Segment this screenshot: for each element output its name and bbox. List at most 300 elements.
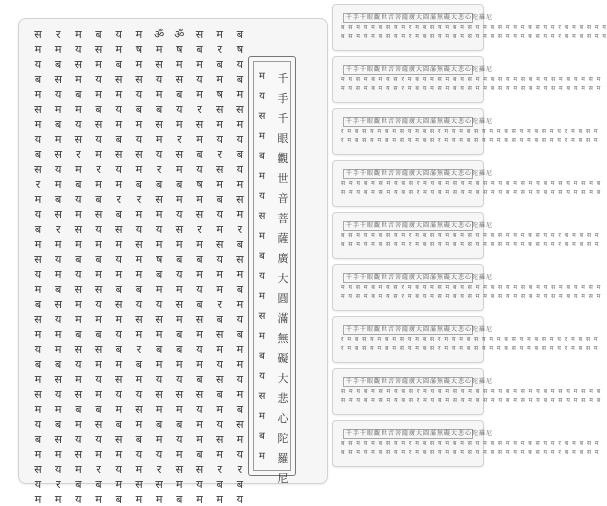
siddham-glyph: स	[135, 148, 143, 161]
siddham-glyph: र	[96, 163, 101, 176]
siddham-glyph: ब	[216, 193, 223, 206]
title-siddham-glyph: ब	[259, 351, 265, 362]
siddham-glyph: स	[175, 298, 184, 311]
siddham-glyph: म	[236, 298, 244, 311]
siddham-glyph: य	[95, 73, 102, 86]
title-siddham-glyph: स	[258, 391, 266, 402]
siddham-glyph: य	[34, 343, 42, 356]
siddham-glyph: म	[216, 343, 223, 356]
strip-header-text: 千手千眼觀世音菩薩廣大圓滿無礙大悲心陀羅尼	[346, 118, 494, 125]
siddham-glyph: ब	[75, 403, 82, 416]
mantra-strip	[332, 108, 599, 155]
siddham-glyph: य	[135, 388, 143, 401]
siddham-glyph: य	[135, 223, 143, 236]
siddham-glyph: म	[95, 178, 102, 191]
siddham-glyph: ब	[216, 388, 223, 401]
title-siddham-glyph: ब	[259, 251, 265, 262]
siddham-glyph: ब	[34, 148, 42, 161]
siddham-glyph: म	[176, 313, 183, 326]
siddham-glyph: म	[135, 163, 143, 176]
siddham-glyph: य	[155, 448, 163, 461]
siddham-glyph: म	[54, 448, 62, 461]
siddham-glyph: ॐ	[154, 28, 165, 41]
siddham-glyph: म	[155, 43, 163, 56]
strip-header-band	[343, 65, 494, 75]
sutra-title-vertical: 千手千眼觀世音菩薩廣大圓滿無礙大悲心陀羅尼	[277, 72, 289, 485]
title-siddham-glyph: य	[259, 371, 265, 382]
strip-text-line: ब स म य म ब स य म र म ब स य म ब म स य म ब स म य म ब स य म र ब म ब स म	[341, 241, 600, 248]
strip-text-line: म य स म ब म य स र म ब य म स म ब य स म म ब स य म स ब म य स म ब य म स म	[341, 293, 602, 300]
siddham-glyph: म	[176, 163, 183, 176]
siddham-glyph: म	[216, 28, 223, 41]
siddham-glyph: स	[155, 313, 163, 326]
siddham-glyph: म	[115, 238, 123, 251]
siddham-glyph: म	[216, 448, 223, 461]
siddham-glyph: य	[75, 358, 82, 371]
siddham-glyph: ब	[34, 223, 42, 236]
siddham-glyph: म	[115, 403, 123, 416]
siddham-glyph: ब	[95, 403, 102, 416]
siddham-glyph: य	[54, 88, 62, 101]
strip-text-line: स म य ब म स म य ब स र म य ब म स य म ब स म य ब म स म य ब म स य म स म ब	[341, 180, 602, 187]
title-siddham-glyph: म	[259, 451, 265, 462]
siddham-glyph: य	[95, 223, 102, 236]
siddham-glyph: स	[155, 118, 163, 131]
siddham-column	[130, 28, 148, 506]
siddham-glyph: म	[196, 268, 203, 281]
siddham-glyph: स	[215, 433, 224, 446]
siddham-glyph: ब	[115, 58, 122, 71]
siddham-column	[231, 28, 249, 506]
mantra-strip	[332, 316, 599, 363]
siddham-glyph: म	[216, 118, 223, 131]
siddham-glyph: म	[95, 313, 102, 326]
siddham-glyph: म	[75, 418, 82, 431]
siddham-glyph: य	[196, 403, 203, 416]
siddham-glyph: म	[216, 403, 223, 416]
siddham-glyph: ब	[236, 478, 244, 491]
siddham-glyph: स	[74, 223, 83, 236]
siddham-glyph: ब	[115, 418, 122, 431]
siddham-glyph: ब	[176, 88, 183, 101]
siddham-glyph: ब	[55, 193, 62, 206]
siddham-glyph: म	[115, 268, 123, 281]
siddham-glyph: र	[76, 148, 81, 161]
strip-text-lines	[341, 24, 607, 43]
title-cartouche	[248, 56, 296, 485]
title-siddham-glyph: म	[259, 131, 265, 142]
siddham-column	[150, 28, 168, 506]
siddham-glyph: ब	[135, 283, 143, 296]
siddham-glyph: य	[54, 388, 62, 401]
siddham-text-columns	[29, 28, 249, 506]
siddham-glyph: म	[216, 493, 223, 506]
siddham-glyph: स	[74, 388, 83, 401]
siddham-glyph: म	[196, 493, 203, 506]
siddham-glyph: स	[54, 208, 62, 221]
siddham-glyph: म	[236, 268, 244, 281]
siddham-glyph: य	[135, 448, 143, 461]
siddham-glyph: म	[135, 418, 143, 431]
siddham-glyph: म	[75, 103, 82, 116]
siddham-glyph: ब	[236, 328, 244, 341]
siddham-glyph: म	[135, 118, 143, 131]
siddham-glyph: स	[155, 388, 163, 401]
siddham-glyph: ष	[216, 88, 223, 101]
siddham-glyph: य	[115, 328, 122, 341]
siddham-glyph: य	[155, 148, 163, 161]
siddham-glyph: य	[75, 43, 82, 56]
siddham-glyph: य	[115, 163, 122, 176]
siddham-glyph: ब	[55, 118, 62, 131]
title-siddham-glyph: म	[259, 231, 265, 242]
strip-text-line: स म य ब म स म य ब स र म य ब म स य म ब स म य ब म स म य ब म स य म स म ब	[341, 397, 602, 404]
siddham-glyph: ब	[236, 73, 244, 86]
siddham-column	[191, 28, 209, 506]
siddham-glyph: ब	[176, 328, 183, 341]
strip-header-band	[343, 429, 494, 439]
siddham-glyph: म	[196, 358, 203, 371]
siddham-glyph: म	[95, 148, 102, 161]
siddham-glyph: र	[55, 223, 61, 236]
siddham-glyph: य	[176, 373, 183, 386]
siddham-glyph: स	[195, 28, 204, 41]
siddham-glyph: य	[155, 223, 163, 236]
siddham-glyph: म	[115, 478, 123, 491]
siddham-glyph: म	[34, 193, 42, 206]
siddham-column	[69, 28, 87, 506]
siddham-glyph: म	[196, 433, 203, 446]
siddham-glyph: स	[34, 103, 42, 116]
siddham-glyph: य	[236, 373, 244, 386]
siddham-glyph: य	[34, 133, 42, 146]
siddham-glyph: म	[236, 88, 244, 101]
siddham-glyph: म	[155, 328, 163, 341]
siddham-glyph: ब	[196, 373, 203, 386]
siddham-glyph: र	[237, 463, 243, 476]
siddham-glyph: म	[75, 238, 82, 251]
siddham-glyph: स	[115, 373, 123, 386]
siddham-glyph: स	[215, 238, 224, 251]
siddham-glyph: य	[115, 28, 122, 41]
siddham-glyph: ब	[115, 133, 122, 146]
siddham-glyph: य	[75, 433, 82, 446]
siddham-glyph: स	[74, 343, 83, 356]
siddham-glyph: म	[115, 448, 123, 461]
strip-text-line: र म ब स य म ब म स य म ब स र म य म ब स य म म ब स य म ब स म य र म ब स म	[341, 345, 599, 352]
siddham-glyph: य	[95, 133, 102, 146]
siddham-glyph: ब	[135, 103, 143, 116]
siddham-glyph: ब	[216, 58, 223, 71]
siddham-glyph: म	[176, 358, 183, 371]
siddham-glyph: ब	[115, 283, 122, 296]
title-siddham-glyph: य	[259, 271, 265, 282]
siddham-glyph: म	[34, 283, 42, 296]
mantra-strip	[332, 368, 602, 415]
siddham-glyph: ष	[176, 43, 183, 56]
siddham-glyph: य	[176, 268, 183, 281]
siddham-glyph: म	[135, 253, 143, 266]
strip-text-line: र म ब स य म ब म स य म ब स र म य म ब स य म म ब स य म ब स म य र म ब स म	[341, 137, 599, 144]
siddham-glyph: म	[155, 88, 163, 101]
siddham-glyph: य	[75, 193, 82, 206]
siddham-glyph: ब	[236, 283, 244, 296]
siddham-glyph: ब	[95, 193, 102, 206]
siddham-glyph: म	[34, 448, 42, 461]
siddham-glyph: ष	[196, 178, 203, 191]
siddham-glyph: य	[176, 208, 183, 221]
siddham-glyph: ब	[176, 343, 183, 356]
siddham-glyph: म	[34, 88, 42, 101]
siddham-glyph: स	[195, 118, 204, 131]
siddham-glyph: य	[216, 253, 223, 266]
siddham-glyph: य	[236, 448, 244, 461]
title-siddham-glyph: स	[258, 111, 266, 122]
siddham-glyph: स	[115, 73, 123, 86]
siddham-glyph: ब	[216, 313, 223, 326]
siddham-glyph: ब	[115, 493, 122, 506]
siddham-glyph: म	[75, 373, 82, 386]
mantra-strip	[332, 212, 600, 259]
siddham-glyph: म	[176, 478, 183, 491]
siddham-glyph: स	[135, 238, 143, 251]
siddham-glyph: र	[136, 193, 142, 206]
siddham-glyph: म	[95, 493, 102, 506]
title-siddham-glyph: ब	[259, 431, 265, 442]
siddham-glyph: य	[236, 133, 244, 146]
siddham-glyph: य	[54, 253, 62, 266]
siddham-glyph: स	[215, 103, 224, 116]
siddham-glyph: य	[95, 433, 102, 446]
siddham-glyph: य	[196, 163, 203, 176]
siddham-glyph: र	[136, 343, 142, 356]
title-siddham-glyph: स	[258, 311, 266, 322]
siddham-glyph: ब	[34, 73, 42, 86]
siddham-glyph: म	[135, 463, 143, 476]
siddham-glyph: म	[135, 373, 143, 386]
siddham-glyph: म	[155, 433, 163, 446]
strip-header-text: 千手千眼觀世音菩薩廣大圓滿無礙大悲心陀羅尼	[346, 14, 494, 21]
siddham-glyph: स	[94, 283, 103, 296]
siddham-glyph: ब	[55, 283, 62, 296]
mantra-strip	[332, 420, 600, 467]
siddham-glyph: स	[195, 313, 204, 326]
title-siddham-glyph: य	[259, 191, 265, 202]
title-siddham-column	[255, 71, 269, 463]
siddham-glyph: य	[95, 298, 102, 311]
siddham-glyph: ब	[34, 433, 42, 446]
siddham-glyph: म	[155, 208, 163, 221]
siddham-glyph: स	[215, 328, 224, 341]
siddham-glyph: म	[34, 43, 42, 56]
siddham-glyph: म	[75, 73, 82, 86]
siddham-glyph: य	[196, 73, 203, 86]
siddham-glyph: य	[115, 253, 122, 266]
siddham-glyph: य	[95, 373, 102, 386]
siddham-glyph: म	[196, 133, 203, 146]
siddham-glyph: ष	[155, 253, 163, 266]
siddham-glyph: स	[94, 118, 103, 131]
siddham-glyph: ब	[34, 298, 42, 311]
siddham-glyph: म	[196, 328, 203, 341]
siddham-glyph: ष	[236, 43, 244, 56]
siddham-glyph: म	[115, 358, 123, 371]
siddham-glyph: स	[54, 433, 62, 446]
siddham-glyph: म	[115, 88, 123, 101]
siddham-glyph: म	[54, 328, 62, 341]
siddham-glyph: ब	[216, 478, 223, 491]
strip-header-band	[343, 377, 494, 387]
siddham-glyph: स	[34, 388, 42, 401]
siddham-glyph: म	[34, 118, 42, 131]
siddham-glyph: स	[94, 418, 103, 431]
title-siddham-glyph: ब	[259, 151, 265, 162]
siddham-glyph: ॐ	[174, 28, 185, 41]
siddham-glyph: र	[116, 193, 121, 206]
siddham-glyph: य	[34, 58, 42, 71]
siddham-glyph: म	[34, 373, 42, 386]
siddham-glyph: र	[156, 463, 162, 476]
siddham-glyph: ब	[55, 58, 62, 71]
siddham-glyph: य	[115, 463, 122, 476]
siddham-glyph: म	[54, 403, 62, 416]
strip-text-lines	[341, 284, 602, 303]
siddham-glyph: य	[54, 163, 62, 176]
siddham-glyph: म	[135, 208, 143, 221]
siddham-glyph: स	[74, 448, 83, 461]
siddham-glyph: ब	[95, 28, 102, 41]
siddham-glyph: स	[34, 28, 42, 41]
siddham-glyph: म	[115, 313, 123, 326]
siddham-glyph: स	[115, 433, 123, 446]
siddham-glyph: य	[236, 493, 244, 506]
siddham-glyph: म	[155, 283, 163, 296]
siddham-glyph: स	[54, 148, 62, 161]
siddham-glyph: य	[216, 208, 223, 221]
siddham-glyph: र	[217, 463, 222, 476]
title-siddham-glyph: स	[258, 211, 266, 222]
siddham-glyph: य	[216, 358, 223, 371]
siddham-glyph: ब	[95, 253, 102, 266]
strip-text-line: ब स म य म ब स य म र म ब स य म ब म स य म ब स म य म ब स य म र ब म ब स म	[341, 232, 600, 239]
siddham-glyph: स	[94, 43, 103, 56]
siddham-glyph: स	[175, 223, 184, 236]
siddham-glyph: स	[195, 208, 204, 221]
siddham-glyph: म	[135, 268, 143, 281]
siddham-glyph: ब	[135, 178, 143, 191]
siddham-glyph: म	[95, 268, 102, 281]
siddham-glyph: म	[54, 268, 62, 281]
siddham-glyph: म	[155, 493, 163, 506]
siddham-glyph: म	[176, 403, 183, 416]
siddham-glyph: स	[34, 313, 42, 326]
siddham-glyph: स	[115, 148, 123, 161]
siddham-glyph: ब	[236, 148, 244, 161]
siddham-glyph: ब	[155, 178, 163, 191]
siddham-glyph: स	[74, 58, 83, 71]
siddham-glyph: म	[115, 178, 123, 191]
siddham-glyph: म	[176, 238, 183, 251]
strip-header-text: 千手千眼觀世音菩薩廣大圓滿無礙大悲心陀羅尼	[346, 66, 494, 73]
siddham-glyph: य	[34, 418, 42, 431]
siddham-glyph: म	[216, 73, 223, 86]
siddham-glyph: र	[237, 223, 243, 236]
siddham-column	[170, 28, 188, 506]
siddham-glyph: म	[216, 283, 223, 296]
strip-header-text: 千手千眼觀世音菩薩廣大圓滿無礙大悲心陀羅尼	[346, 430, 494, 437]
siddham-glyph: म	[196, 193, 203, 206]
siddham-glyph: म	[196, 418, 203, 431]
siddham-glyph: य	[216, 133, 223, 146]
siddham-glyph: य	[155, 373, 163, 386]
siddham-glyph: म	[54, 238, 62, 251]
siddham-glyph: म	[176, 448, 183, 461]
siddham-glyph: म	[34, 328, 42, 341]
siddham-glyph: ब	[55, 358, 62, 371]
strip-text-line: ब स म य म ब स य म र म ब स य म ब म स य म ब स म य म ब स य म र ब म ब स म य	[341, 24, 607, 31]
siddham-glyph: म	[216, 223, 223, 236]
siddham-glyph: म	[176, 58, 183, 71]
siddham-glyph: य	[75, 118, 82, 131]
title-siddham-glyph: म	[259, 171, 265, 182]
strip-text-line: स म य ब म स म य ब स र म य ब म स य म ब स म य ब म स म य ब म स य म स म ब	[341, 189, 602, 196]
siddham-glyph: स	[74, 283, 83, 296]
mantra-strip	[332, 160, 602, 207]
siddham-glyph: य	[75, 268, 82, 281]
siddham-glyph: स	[135, 73, 143, 86]
siddham-glyph: स	[34, 463, 42, 476]
siddham-glyph: स	[175, 73, 184, 86]
siddham-glyph: म	[34, 493, 42, 506]
siddham-glyph: स	[54, 298, 62, 311]
siddham-glyph: र	[197, 223, 202, 236]
siddham-glyph: य	[54, 463, 62, 476]
strip-header-band	[343, 325, 494, 335]
siddham-glyph: स	[155, 58, 163, 71]
siddham-glyph: स	[155, 478, 163, 491]
siddham-glyph: य	[176, 103, 183, 116]
siddham-glyph: म	[176, 118, 183, 131]
strip-text-lines	[341, 180, 602, 199]
siddham-glyph: म	[216, 178, 223, 191]
strip-text-line: ब स म य म ब स य म र म ब स य म ब म स य म ब स म य म ब स य म र ब म ब स म य	[341, 33, 607, 40]
siddham-glyph: म	[34, 238, 42, 251]
siddham-glyph: ब	[95, 328, 102, 341]
siddham-glyph: स	[215, 373, 224, 386]
strip-text-line: म य स म ब म य स र म ब य म स म ब य स म म ब स य म स ब म य स म ब य म स म	[341, 76, 602, 83]
siddham-glyph: स	[135, 313, 143, 326]
title-siddham-glyph: म	[259, 411, 265, 422]
siddham-glyph: ब	[176, 178, 183, 191]
siddham-glyph: ब	[75, 88, 82, 101]
siddham-glyph: य	[196, 343, 203, 356]
siddham-glyph: म	[95, 238, 102, 251]
siddham-glyph: म	[155, 133, 163, 146]
siddham-glyph: य	[115, 103, 122, 116]
siddham-glyph: म	[135, 58, 143, 71]
siddham-glyph: ब	[236, 403, 244, 416]
siddham-glyph: म	[155, 238, 163, 251]
siddham-glyph: य	[216, 418, 223, 431]
siddham-glyph: म	[196, 88, 203, 101]
siddham-glyph: ब	[95, 103, 102, 116]
siddham-glyph: य	[196, 283, 203, 296]
strip-text-line: म य स म ब म य स र म ब य म स म ब य स म म ब स य म स ब म य स म ब य म स म	[341, 284, 602, 291]
mantra-strip	[332, 56, 602, 103]
siddham-column	[29, 28, 47, 506]
siddham-glyph: य	[135, 133, 143, 146]
siddham-glyph: म	[95, 448, 102, 461]
